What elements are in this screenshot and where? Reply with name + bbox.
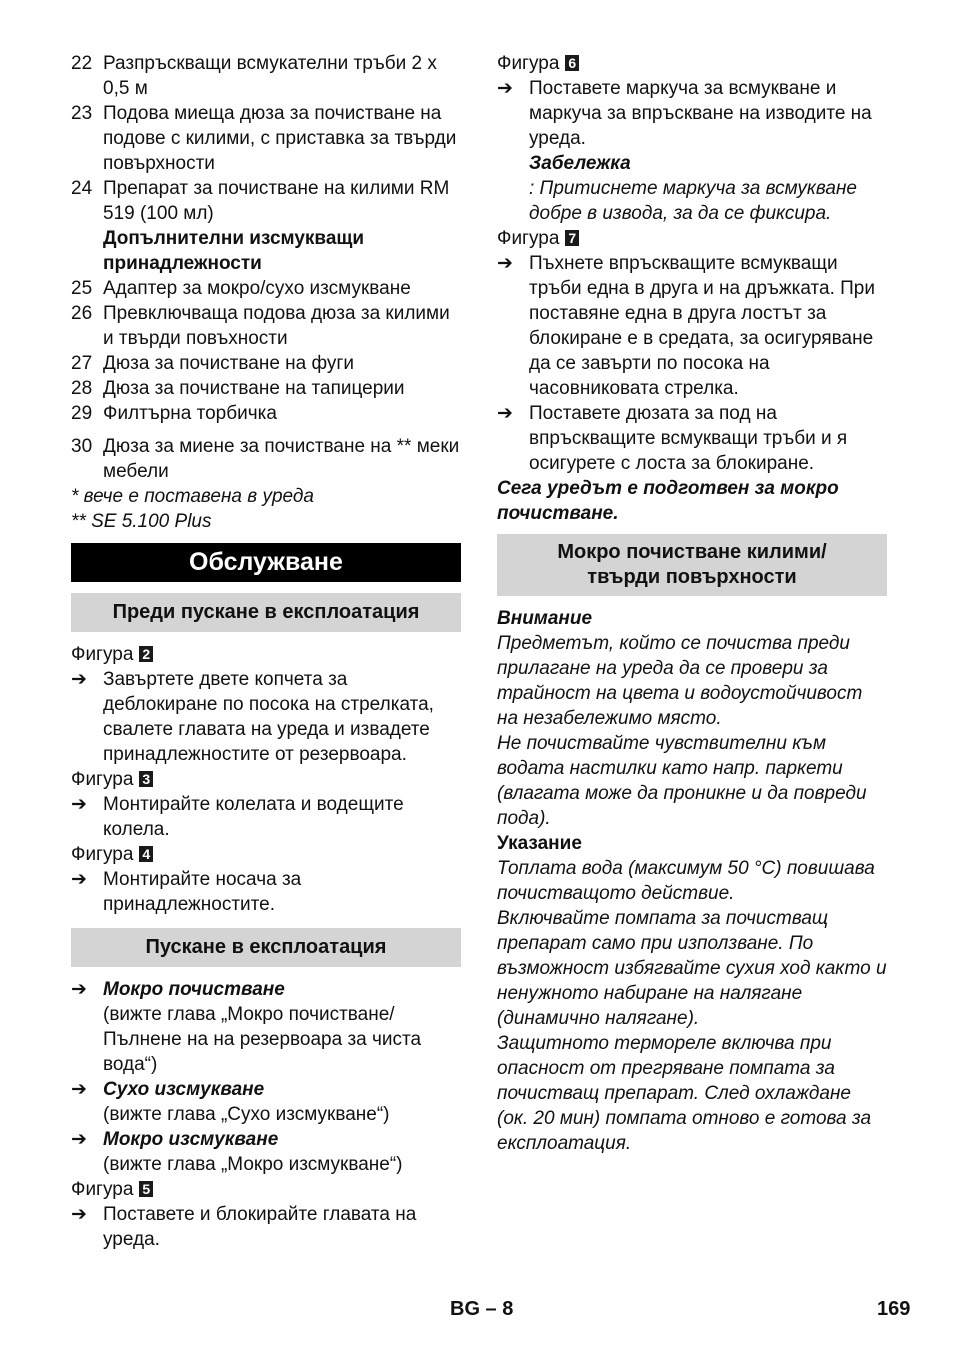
footer-language-page: BG – 8 [450, 1298, 514, 1320]
figure-number: 7 [565, 230, 579, 246]
figure-number: 2 [139, 646, 153, 662]
step-text: Монтирайте носача за принадлежностите. [103, 869, 302, 915]
figure-number: 5 [139, 1181, 153, 1197]
hint-paragraph: Защитното термореле включва при опасност от прегряване помпата за почистващ препарат. След охлаждане (ок. 20 мин) помпата отново е готова за експлоатация. [497, 1033, 872, 1154]
arrow-right-icon: ➔ [71, 1204, 87, 1225]
mode-text: (вижте глава „Мокро почистване/ Пълнене на на резервоара за чиста вода“) [103, 1004, 422, 1075]
instruction-step [71, 867, 461, 917]
section-title: Обслужване [71, 543, 461, 582]
figure-ref: Фигура 5 [71, 1177, 461, 1202]
figure-ref: Фигура 7 [497, 226, 887, 251]
ready-statement: Сега уредът е подготвен за мокро почистване. [497, 478, 839, 524]
arrow-right-icon: ➔ [71, 1129, 87, 1150]
mode-text: (вижте глава „Сухо изсмукване“) [103, 1104, 390, 1125]
hint-paragraph: Топлата вода (максимум 50 °C) повишава почистващото действие. [497, 858, 875, 904]
arrow-right-icon: ➔ [71, 869, 87, 890]
figure-ref: Фигура 4 [71, 842, 461, 867]
mode-item [71, 1077, 461, 1127]
step-text: Поставете дюзата за под на впръскващите всмукващи тръби и я осигурете с лоста за блокиране. [529, 403, 848, 474]
item-number: 22 [71, 53, 93, 74]
mode-text: (вижте глава „Мокро изсмукване“) [103, 1154, 403, 1175]
arrow-right-icon: ➔ [71, 669, 87, 690]
item-number: 23 [71, 103, 93, 124]
arrow-right-icon: ➔ [497, 253, 513, 274]
caution-paragraph: Предметът, който се почиства преди прилагане на уреда да се провери за трайност на цвета и водоустойчивост на незабележимо място. [497, 633, 863, 729]
instruction-step [71, 792, 461, 842]
item-text: Подова миеща дюза за почистване на подове с килими, с приставка за твърди повърхности [103, 103, 457, 174]
figure-number: 6 [565, 55, 579, 71]
item-text: Разпръскващи всмукателни тръби 2 х 0,5 м [103, 53, 437, 99]
list-item [71, 401, 461, 426]
extra-accessories-heading-row [71, 226, 461, 276]
left-column [71, 51, 461, 1252]
extra-accessories-heading: Допълнителни изсмукващи принадлежности [103, 228, 365, 274]
subsection-heading: Пускане в експлоатация [71, 928, 461, 967]
right-column [497, 51, 887, 1156]
note-text: : Притиснете маркуча за всмукване добре в извода, за да се фиксира. [529, 178, 857, 224]
figure-ref: Фигура 6 [497, 51, 887, 76]
subsection-heading: Мокро почистване килими/ твърди повърхности [497, 534, 887, 596]
step-text: Пъхнете впръскващите всмукващи тръби една в друга и на дръжката. При поставяне една в друга лостът за блокиране е в средата, за осигуряване да се завърти по посока на часовниковата стрелка. [529, 253, 875, 399]
item-number: 28 [71, 378, 93, 399]
item-number: 30 [71, 436, 93, 457]
item-text: Дюза за почистване на фуги [103, 353, 354, 374]
item-number: 27 [71, 353, 93, 374]
step-text: Поставете и блокирайте главата на уреда. [103, 1204, 417, 1250]
item-text: Филтърна торбичка [103, 403, 277, 424]
subsection-heading: Преди пускане в експлоатация [71, 593, 461, 632]
figure-number: 3 [139, 771, 153, 787]
item-number: 29 [71, 403, 93, 424]
mode-title: Сухо изсмукване [103, 1079, 265, 1100]
arrow-right-icon: ➔ [71, 794, 87, 815]
mode-title: Мокро изсмукване [103, 1129, 279, 1150]
mode-item [71, 1127, 461, 1177]
arrow-right-icon: ➔ [71, 1079, 87, 1100]
figure-ref: Фигура 2 [71, 642, 461, 667]
page-number: 169 [877, 1298, 911, 1320]
mode-title: Мокро почистване [103, 979, 285, 1000]
list-item [71, 376, 461, 401]
instruction-step [497, 76, 887, 226]
list-item [71, 351, 461, 376]
instruction-step [71, 667, 461, 767]
arrow-right-icon: ➔ [497, 78, 513, 99]
hint-paragraph: Включвайте помпата за почистващ препарат само при използване. По възможност избягвайте сухия ход както и ненужното набиране на налягане (динамично налягане). [497, 908, 887, 1029]
list-item [71, 51, 461, 101]
step-text: Завъртете двете копчета за деблокиране по посока на стрелката, свалете главата на уреда и извадете принадлежностите от резервоара. [103, 669, 434, 765]
list-item [71, 434, 461, 484]
list-item [71, 276, 461, 301]
footnote: * вече е поставена в уреда [71, 486, 314, 507]
arrow-right-icon: ➔ [497, 403, 513, 424]
item-text: Превключваща подова дюза за килими и твърди повъхности [103, 303, 450, 349]
instruction-step [497, 251, 887, 401]
step-text: Поставете маркуча за всмукване и маркуча за впръскване на изводите на уреда. [529, 78, 872, 149]
item-text: Адаптер за мокро/сухо изсмукване [103, 278, 411, 299]
list-item [71, 101, 461, 176]
list-item [71, 301, 461, 351]
caution-title: Внимание [497, 608, 593, 629]
item-number: 26 [71, 303, 93, 324]
hint-title: Указание [497, 833, 582, 854]
caution-paragraph: Не почиствайте чувствителни към водата настилки като напр. паркети (влагата може да проникне и да повреди пода). [497, 733, 867, 829]
item-number: 25 [71, 278, 93, 299]
item-text: Дюза за почистване на тапицерии [103, 378, 405, 399]
instruction-step [71, 1202, 461, 1252]
instruction-step [497, 401, 887, 476]
step-text: Монтирайте колелата и водещите колела. [103, 794, 404, 840]
mode-item [71, 977, 461, 1077]
note-title: Забележка [529, 153, 631, 174]
figure-ref: Фигура 3 [71, 767, 461, 792]
list-item [71, 176, 461, 226]
item-number: 24 [71, 178, 93, 199]
arrow-right-icon: ➔ [71, 979, 87, 1000]
item-text: Дюза за миене за почистване на ** меки мебели [103, 436, 460, 482]
figure-number: 4 [139, 846, 153, 862]
footnote: ** SE 5.100 Plus [71, 511, 212, 532]
item-text: Препарат за почистване на килими RM 519 (100 мл) [103, 178, 450, 224]
